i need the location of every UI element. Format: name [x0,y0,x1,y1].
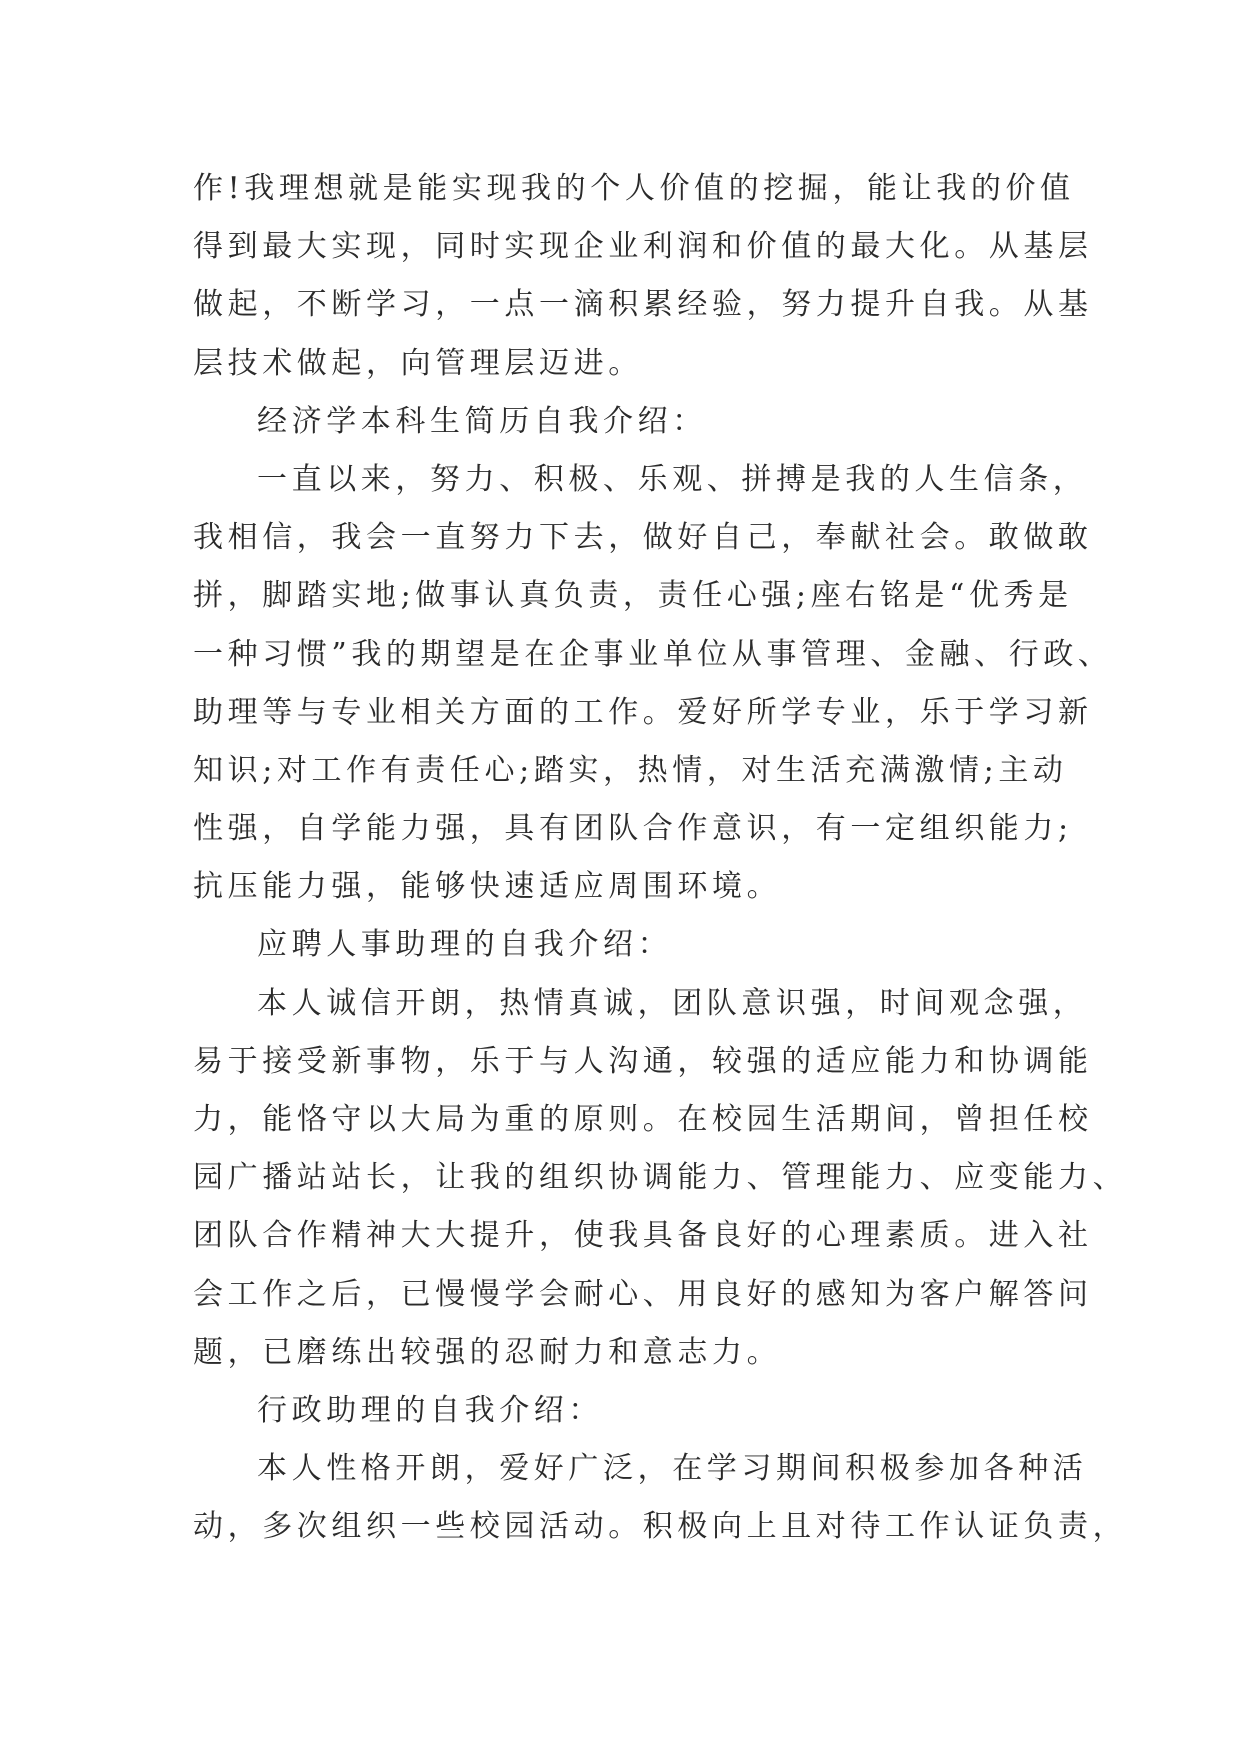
text-line: 做起，不断学习，一点一滴积累经验，努力提升自我。从基 [193,287,1093,323]
text-line: 经济学本科生简历自我介绍： [257,403,707,439]
text-line: 知识;对工作有责任心;踏实，热情，对生活充满激情;主动 [193,752,1068,788]
text-line: 层技术做起，向管理层迈进。 [193,345,643,381]
text-line: 我相信，我会一直努力下去，做好自己，奉献社会。敢做敢 [193,520,1093,556]
text-line: 本人性格开朗，爱好广泛，在学习期间积极参加各种活 [257,1451,1088,1487]
text-line: 会工作之后，已慢慢学会耐心、用良好的感知为客户解答问 [193,1276,1093,1312]
text-line: 应聘人事助理的自我介绍： [257,927,673,963]
text-line: 易于接受新事物，乐于与人沟通，较强的适应能力和协调能 [193,1043,1093,1079]
text-line: 助理等与专业相关方面的工作。爱好所学专业，乐于学习新 [193,694,1093,730]
text-line: 团队合作精神大大提升，使我具备良好的心理素质。进入社 [193,1218,1093,1254]
text-line: 一种习惯”我的期望是在企事业单位从事管理、金融、行政、 [193,636,1113,672]
text-line: 本人诚信开朗，热情真诚，团队意识强，时间观念强， [257,985,1088,1021]
text-line: 抗压能力强，能够快速适应周围环境。 [193,869,782,905]
text-line: 园广播站站长，让我的组织协调能力、管理能力、应变能力、 [193,1160,1128,1196]
text-line: 性强，自学能力强，具有团队合作意识，有一定组织能力; [193,811,1073,847]
body-text [193,160,1128,1557]
text-line: 行政助理的自我介绍： [257,1392,603,1428]
text-line: 拼，脚踏实地;做事认真负责，责任心强;座右铭是“优秀是 [193,578,1073,614]
text-line: 作!我理想就是能实现我的个人价值的挖掘，能让我的价值 [193,171,1075,206]
text-line: 动，多次组织一些校园活动。积极向上且对待工作认证负责， [193,1509,1128,1545]
text-line: 力，能恪守以大局为重的原则。在校园生活期间，曾担任校 [193,1102,1093,1137]
text-line: 得到最大实现，同时实现企业利润和价值的最大化。从基层 [193,229,1093,265]
text-line: 一直以来，努力、积极、乐观、拼搏是我的人生信条， [257,461,1088,497]
text-line: 题，已磨练出较强的忍耐力和意志力。 [193,1334,782,1370]
